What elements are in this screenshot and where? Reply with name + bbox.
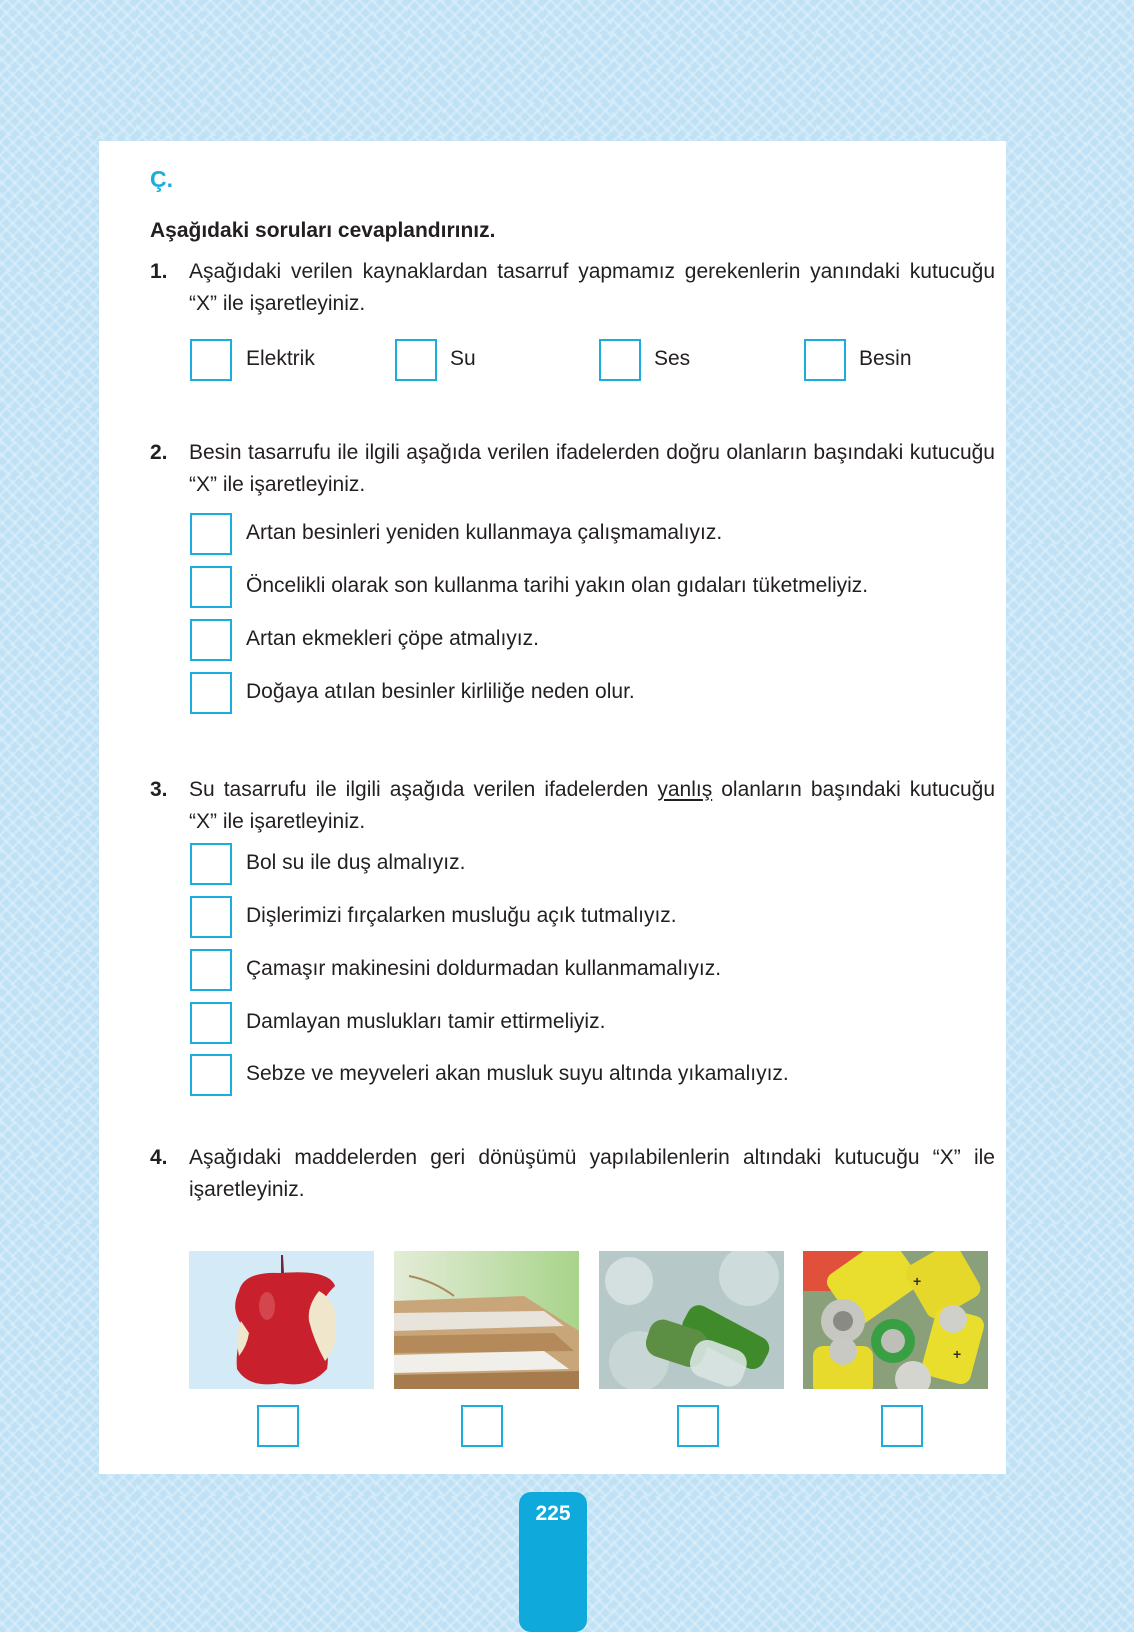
image-cardboard [394,1251,579,1389]
question-3 [150,774,995,838]
question-text: Aşağıdaki maddelerden geri dönüşümü yapılabilenlerin altındaki kutucuğu “X” ile işaretleyiniz. [189,1146,995,1201]
checkbox-statement-3[interactable] [190,949,232,991]
glass-bottles-icon [599,1251,784,1389]
underlined-word: yanlış [657,778,713,801]
question-text: Besin tasarrufu ile ilgili aşağıda verilen ifadelerden doğru olanların başındaki kutucuğu “X” ile işaretleyiniz. [189,441,995,496]
checkbox-statement-3[interactable] [190,619,232,661]
page-number: 225 [535,1502,571,1525]
checkbox-elektrik[interactable] [190,339,232,381]
checkbox-batteries[interactable] [881,1405,923,1447]
question-text-part: olanların başındaki kutucuğu “X” ile işaretleyiniz. [189,778,995,833]
checkbox-statement-2[interactable] [190,896,232,938]
statement-label: Artan besinleri yeniden kullanmaya çalışmamalıyız. [246,521,723,544]
checkbox-glass[interactable] [677,1405,719,1447]
checkbox-besin[interactable] [804,339,846,381]
image-batteries [803,1251,988,1389]
option-label: Elektrik [246,347,315,370]
checkbox-statement-4[interactable] [190,1002,232,1044]
apple-core-icon [189,1251,374,1389]
checkbox-statement-1[interactable] [190,843,232,885]
statement-label: Sebze ve meyveleri akan musluk suyu altında yıkamalıyız. [246,1062,789,1085]
question-text-part: Su tasarrufu ile ilgili aşağıda verilen ifadelerden [189,778,658,801]
question-1 [150,256,995,320]
question-number: 2. [150,441,168,464]
checkbox-apple[interactable] [257,1405,299,1447]
checkbox-ses[interactable] [599,339,641,381]
batteries-icon [803,1251,988,1389]
statement-label: Damlayan muslukları tamir ettirmeliyiz. [246,1010,606,1033]
checkbox-su[interactable] [395,339,437,381]
statement-label: Bol su ile duş almalıyız. [246,851,466,874]
checkbox-statement-1[interactable] [190,513,232,555]
question-2 [150,437,995,501]
page-number-tab [519,1492,587,1632]
checkbox-cardboard[interactable] [461,1405,503,1447]
checkbox-statement-2[interactable] [190,566,232,608]
question-text: Aşağıdaki verilen kaynaklardan tasarruf yapmamız gerekenlerin yanındaki kutucuğu “X” ile işaretleyiniz. [189,260,995,315]
option-label: Besin [859,347,912,370]
checkbox-statement-5[interactable] [190,1054,232,1096]
checkbox-statement-4[interactable] [190,672,232,714]
instruction-heading: Aşağıdaki soruları cevaplandırınız. [150,219,496,242]
statement-label: Öncelikli olarak son kullanma tarihi yakın olan gıdaları tüketmeliyiz. [246,574,869,597]
cardboard-stack-icon [394,1251,579,1389]
question-number: 3. [150,778,168,801]
question-number: 1. [150,260,168,283]
statement-label: Çamaşır makinesini doldurmadan kullanmamalıyız. [246,957,722,980]
section-letter: Ç. [150,166,173,192]
worksheet-card [99,141,1006,1474]
question-4 [150,1142,995,1206]
image-apple [189,1251,374,1389]
statement-label: Dişlerimizi fırçalarken musluğu açık tutmalıyız. [246,904,677,927]
option-label: Su [450,347,476,370]
svg-text:+: + [913,1273,922,1289]
question-number: 4. [150,1146,168,1169]
statement-label: Artan ekmekleri çöpe atmalıyız. [246,627,539,650]
svg-text:+: + [953,1346,962,1362]
question-text [189,774,995,838]
statement-label: Doğaya atılan besinler kirliliğe neden olur. [246,680,635,703]
option-label: Ses [654,347,691,370]
image-glass [599,1251,784,1389]
